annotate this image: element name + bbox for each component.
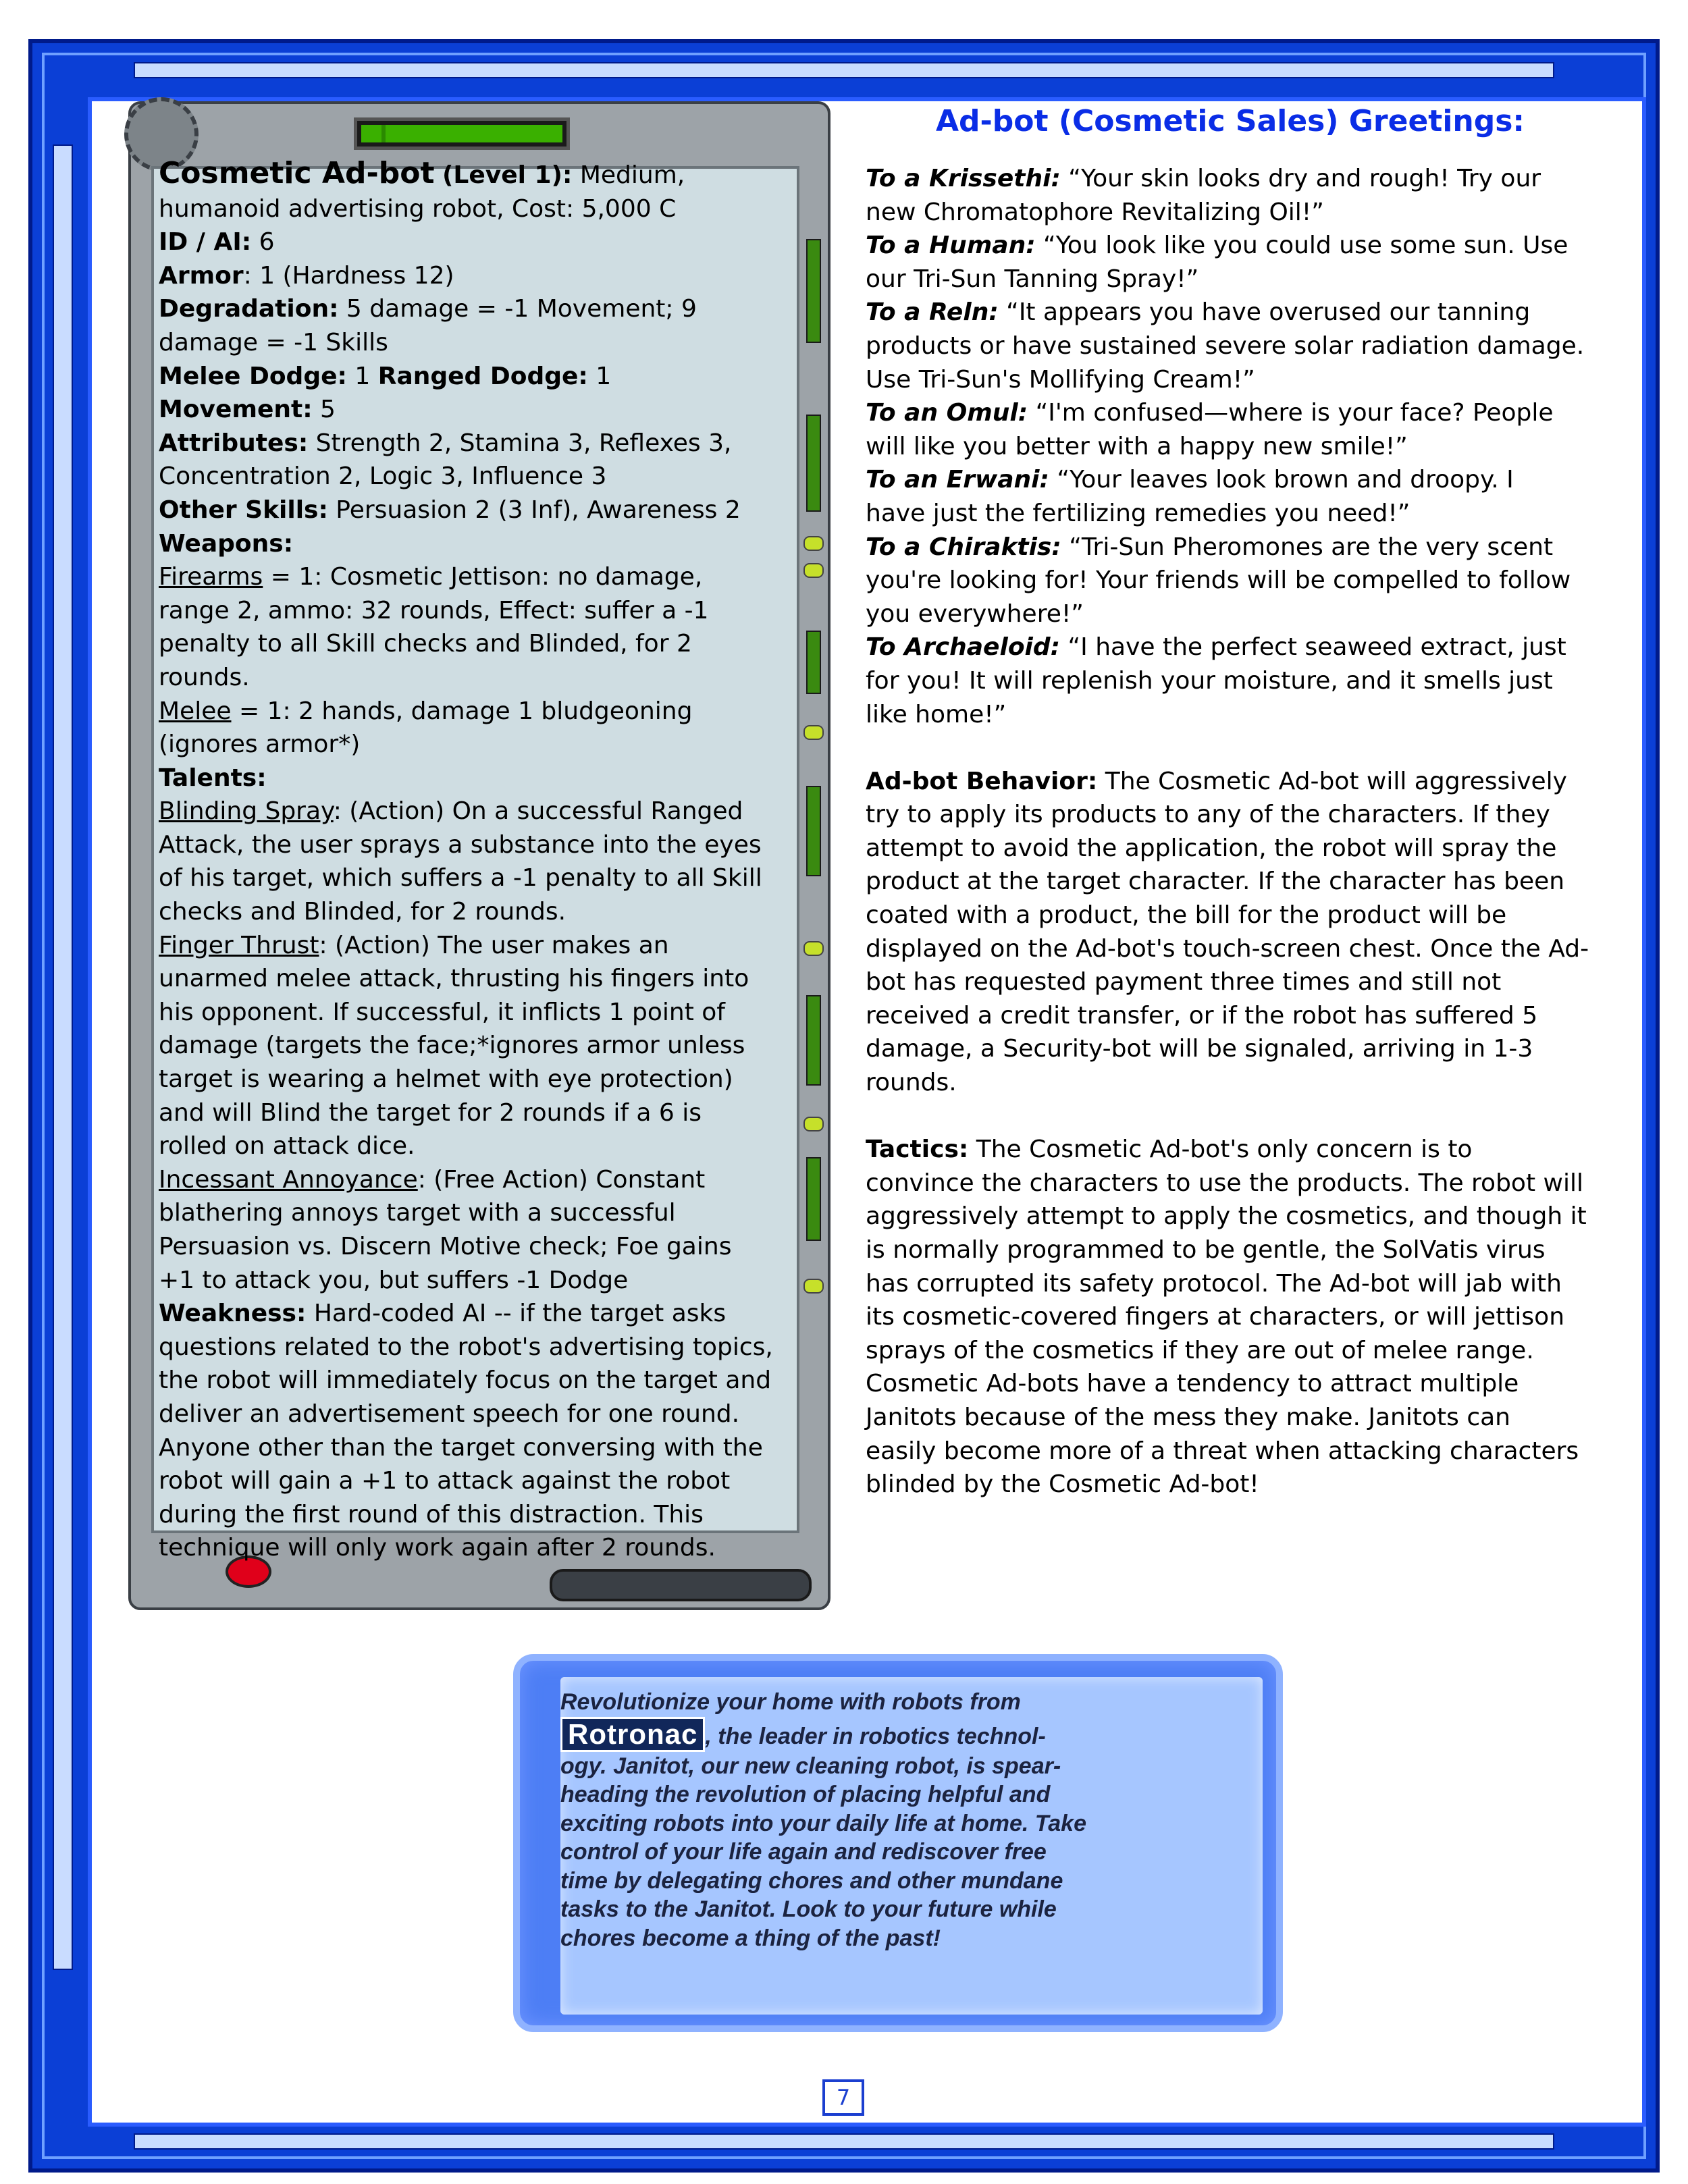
lcd-display bbox=[354, 117, 570, 150]
greeting-race: To Archaeloid: bbox=[866, 633, 1061, 662]
stat-line: +1 to attack you, but suffers -1 Dodge bbox=[159, 1266, 629, 1294]
stat-line: penalty to all Skill checks and Blinded, for 2 bbox=[159, 630, 692, 658]
stat-line bbox=[159, 762, 780, 795]
behavior-line: bot has requested payment three times and still not bbox=[866, 968, 1502, 996]
greeting-line: “Your leaves look brown and droopy. I bbox=[1049, 466, 1514, 494]
stat-line bbox=[159, 292, 780, 326]
tactics-line: aggressively attempt to apply the cosmetics, and though it bbox=[866, 1202, 1587, 1231]
paragraph-gap bbox=[866, 1100, 1595, 1134]
greeting-line: “I'm confused—where is your face? People bbox=[1028, 399, 1554, 427]
stat-line bbox=[159, 360, 780, 394]
stat-value: 1 bbox=[587, 362, 612, 390]
tactics-label: Tactics: bbox=[866, 1136, 969, 1164]
stat-value: Strength 2, Stamina 3, Reflexes 3, bbox=[308, 429, 732, 457]
creature-name: Cosmetic Ad-bot bbox=[159, 156, 435, 190]
stat-line bbox=[159, 1163, 780, 1197]
greeting-line: like home!” bbox=[866, 700, 1007, 728]
stat-value: : (Action) On a successful Ranged bbox=[333, 797, 743, 826]
stat-line: target is wearing a helmet with eye protection) bbox=[159, 1065, 733, 1094]
advertisement-text bbox=[560, 1688, 1195, 1952]
tactics-line: is normally programmed to be gentle, the SolVatis virus bbox=[866, 1236, 1546, 1264]
greeting-race: To a Reln: bbox=[866, 298, 999, 327]
stat-label: Degradation: bbox=[159, 295, 339, 323]
greeting-race: To a Human: bbox=[866, 232, 1036, 260]
stat-line: (ignores armor*) bbox=[159, 730, 361, 759]
page-number: 7 bbox=[822, 2079, 864, 2116]
tactics-line: blinded by the Cosmetic Ad-bot! bbox=[866, 1470, 1259, 1499]
capacitor-decoration bbox=[803, 941, 824, 956]
stat-line: rolled on attack dice. bbox=[159, 1132, 415, 1161]
stat-label: Melee Dodge: bbox=[159, 362, 347, 390]
stat-label: Armor bbox=[159, 261, 244, 290]
weapon-name: Melee bbox=[159, 697, 232, 725]
connector-bar-decoration bbox=[550, 1569, 812, 1601]
circuit-chip-decoration bbox=[806, 415, 821, 512]
right-column bbox=[866, 101, 1595, 1501]
stat-value: 5 bbox=[312, 396, 336, 424]
capacitor-decoration bbox=[803, 1117, 824, 1131]
frame-circuit-top bbox=[134, 62, 1554, 78]
stat-line: range 2, ammo: 32 rounds, Effect: suffer a -1 bbox=[159, 596, 709, 624]
behavior-line: product at the target character. If the character has been bbox=[866, 868, 1565, 896]
stat-line: robot will gain a +1 to attack against the robot bbox=[159, 1467, 731, 1495]
ad-line: Revolutionize your home with robots from bbox=[560, 1689, 1021, 1715]
talent-name: Incessant Annoyance bbox=[159, 1165, 418, 1194]
tactics-section bbox=[866, 1133, 1595, 1501]
behavior-section bbox=[866, 765, 1595, 1100]
greeting-line: Use Tri-Sun's Mollifying Cream!” bbox=[866, 365, 1255, 394]
frame-circuit-left bbox=[53, 144, 73, 1970]
stat-line: damage (targets the face;*ignores armor unless bbox=[159, 1032, 745, 1060]
stat-label: Weapons: bbox=[159, 529, 294, 558]
stat-line: of his target, which suffers a -1 penalty to all Skill bbox=[159, 864, 762, 893]
behavior-line: attempt to avoid the application, the robot will spray the bbox=[866, 834, 1557, 862]
behavior-line: damage, a Security-bot will be signaled, arriving in 1-3 bbox=[866, 1035, 1533, 1063]
stat-label: Talents: bbox=[159, 764, 267, 792]
stat-line bbox=[159, 157, 780, 192]
stat-value: : (Action) The user makes an bbox=[319, 931, 669, 959]
greeting-item bbox=[866, 631, 1595, 731]
behavior-line: rounds. bbox=[866, 1069, 957, 1097]
stat-line: the robot will immediately focus on the target and bbox=[159, 1366, 772, 1395]
stat-label: Weakness: bbox=[159, 1300, 307, 1328]
behavior-line: received a credit transfer, or if the robot has suffered 5 bbox=[866, 1001, 1538, 1030]
behavior-label: Ad-bot Behavior: bbox=[866, 767, 1098, 795]
stat-label: ID / AI: bbox=[159, 228, 252, 257]
greeting-race: To a Krissethi: bbox=[866, 165, 1061, 192]
tactics-line: Cosmetic Ad-bots have a tendency to attract multiple bbox=[866, 1370, 1519, 1398]
greeting-line: you're looking for! Your friends will be compelled to follow bbox=[866, 566, 1571, 595]
stat-line: Persuasion vs. Discern Motive check; Foe gains bbox=[159, 1233, 732, 1260]
tactics-line: sprays of the cosmetics if they are out of melee range. bbox=[866, 1336, 1534, 1364]
stat-line: checks and Blinded, for 2 rounds. bbox=[159, 898, 566, 926]
ad-line-rest: , the leader in robotics technol- bbox=[705, 1723, 1046, 1749]
greeting-line: “It appears you have overused our tanning bbox=[998, 298, 1531, 327]
greeting-line: our Tri-Sun Tanning Spray!” bbox=[866, 265, 1199, 293]
stat-line: his opponent. If successful, it inflicts 1 point of bbox=[159, 998, 725, 1026]
stat-line: Attack, the user sprays a substance into the eyes bbox=[159, 830, 762, 859]
ad-line: tasks to the Janitot. Look to your future while bbox=[560, 1896, 1057, 1922]
stat-line bbox=[159, 695, 780, 728]
paragraph-gap bbox=[866, 731, 1595, 765]
stat-line: Concentration 2, Logic 3, Influence 3 bbox=[159, 462, 607, 491]
greeting-line: products or have sustained severe solar radiation damage. bbox=[866, 331, 1585, 360]
greeting-item bbox=[866, 531, 1595, 631]
stat-value: Hard-coded AI -- if the target asks bbox=[306, 1300, 727, 1328]
creature-size: Medium, bbox=[572, 161, 685, 189]
stat-line: questions related to the robot's advertising topics, bbox=[159, 1333, 773, 1361]
stat-line: technique will only work again after 2 rounds. bbox=[159, 1534, 716, 1562]
stat-line: and will Blind the target for 2 rounds if a 6 is bbox=[159, 1098, 702, 1127]
greeting-item bbox=[866, 162, 1595, 229]
stat-value: 5 damage = -1 Movement; 9 bbox=[338, 295, 697, 323]
greeting-item bbox=[866, 396, 1595, 463]
greeting-line: have just the fertilizing remedies you need!” bbox=[866, 499, 1410, 527]
circuit-chip-decoration bbox=[806, 786, 821, 876]
capacitor-decoration bbox=[803, 1279, 824, 1294]
greeting-race: To an Omul: bbox=[866, 399, 1028, 427]
stat-label: Ranged Dodge: bbox=[377, 362, 588, 390]
stat-line bbox=[159, 929, 780, 963]
ad-line: time by delegating chores and other mundane bbox=[560, 1867, 1063, 1894]
greeting-line: will like you better with a happy new smile!” bbox=[866, 432, 1408, 460]
capacitor-decoration bbox=[803, 536, 824, 551]
stat-line bbox=[159, 393, 780, 427]
ad-line: exciting robots into your daily life at home. Take bbox=[560, 1810, 1086, 1836]
behavior-line: try to apply its products to any of the characters. If they bbox=[866, 801, 1550, 829]
stat-line bbox=[159, 1297, 780, 1331]
stat-line: Anyone other than the target conversing with the bbox=[159, 1433, 763, 1462]
stat-value: 6 bbox=[251, 228, 275, 257]
greeting-line: “You look like you could use some sun. Use bbox=[1035, 232, 1568, 260]
greeting-item bbox=[866, 229, 1595, 296]
greeting-line: for you! It will replenish your moisture, and it smells just bbox=[866, 666, 1553, 695]
stat-line bbox=[159, 225, 780, 259]
talent-name: Blinding Spray bbox=[159, 797, 334, 826]
behavior-line: coated with a product, the bill for the product will be bbox=[866, 901, 1507, 930]
greeting-line: “I have the perfect seaweed extract, just bbox=[1060, 633, 1566, 662]
stat-line bbox=[159, 259, 780, 293]
stat-value: 1 bbox=[346, 362, 378, 390]
greeting-race: To an Erwani: bbox=[866, 466, 1049, 494]
ad-line: chores become a thing of the past! bbox=[560, 1925, 941, 1951]
greeting-race: To a Chiraktis: bbox=[866, 533, 1061, 561]
ad-line: ogy. Janitot, our new cleaning robot, is spear- bbox=[560, 1753, 1061, 1779]
talent-name: Finger Thrust bbox=[159, 931, 319, 959]
stat-line bbox=[159, 494, 780, 527]
circuit-chip-decoration bbox=[806, 995, 821, 1086]
stat-label: Attributes: bbox=[159, 429, 309, 457]
stat-label: Movement: bbox=[159, 396, 313, 424]
stat-block-text bbox=[159, 157, 780, 1565]
stat-line bbox=[159, 795, 780, 828]
stat-value: : (Free Action) Constant bbox=[417, 1165, 706, 1194]
behavior-line: The Cosmetic Ad-bot will aggressively bbox=[1097, 767, 1567, 795]
creature-level: (Level 1): bbox=[442, 161, 573, 189]
weapon-name: Firearms bbox=[159, 563, 263, 591]
stat-line: unarmed melee attack, thrusting his fingers into bbox=[159, 965, 749, 993]
ad-line: heading the revolution of placing helpful and bbox=[560, 1782, 1051, 1807]
stat-line: deliver an advertisement speech for one round. bbox=[159, 1400, 740, 1428]
greeting-item bbox=[866, 296, 1595, 396]
rotronac-logo: Rotronac bbox=[560, 1717, 705, 1752]
stat-value: = 1: 2 hands, damage 1 bludgeoning bbox=[231, 697, 693, 725]
greeting-item bbox=[866, 463, 1595, 530]
stat-line: humanoid advertising robot, Cost: 5,000 C bbox=[159, 194, 677, 223]
stat-line bbox=[159, 527, 780, 561]
stat-line: blathering annoys target with a successful bbox=[159, 1199, 676, 1227]
behavior-line: displayed on the Ad-bot's touch-screen chest. Once the Ad- bbox=[866, 934, 1589, 963]
stat-value: Persuasion 2 (3 Inf), Awareness 2 bbox=[327, 496, 741, 524]
circuit-chip-decoration bbox=[806, 239, 821, 343]
greeting-line: “Tri-Sun Pheromones are the very scent bbox=[1061, 533, 1554, 561]
stat-value: = 1: Cosmetic Jettison: no damage, bbox=[263, 563, 703, 591]
tactics-line: easily become more of a threat when attacking characters bbox=[866, 1437, 1579, 1465]
stat-line: during the first round of this distraction. This bbox=[159, 1500, 704, 1528]
tactics-line: its cosmetic-covered fingers at characters, or will jettison bbox=[866, 1303, 1565, 1331]
ad-line bbox=[560, 1717, 1195, 1752]
stat-line: damage = -1 Skills bbox=[159, 328, 388, 356]
circuit-chip-decoration bbox=[806, 631, 821, 694]
capacitor-decoration bbox=[803, 725, 824, 740]
ad-line: control of your life again and rediscover free bbox=[560, 1839, 1047, 1865]
frame-circuit-bottom bbox=[134, 2133, 1554, 2150]
capacitor-decoration bbox=[803, 563, 824, 578]
greeting-line: new Chromatophore Revitalizing Oil!” bbox=[866, 198, 1324, 226]
stat-line bbox=[159, 427, 780, 460]
tactics-line: The Cosmetic Ad-bot's only concern is to bbox=[968, 1136, 1473, 1164]
tactics-line: has corrupted its safety protocol. The Ad-bot will jab with bbox=[866, 1269, 1562, 1298]
greeting-line: “Your skin looks dry and rough! Try our bbox=[1060, 165, 1541, 192]
stat-line: rounds. bbox=[159, 663, 250, 691]
stat-value: : 1 (Hardness 12) bbox=[243, 261, 454, 290]
tactics-line: Janitots because of the mess they make. Janitots can bbox=[866, 1403, 1510, 1431]
stat-label: Other Skills: bbox=[159, 496, 328, 524]
stat-line bbox=[159, 560, 780, 594]
tactics-line: convince the characters to use the products. The robot will bbox=[866, 1169, 1583, 1197]
greeting-line: you everywhere!” bbox=[866, 600, 1084, 628]
circuit-chip-decoration bbox=[806, 1157, 821, 1241]
greetings-heading: Ad-bot (Cosmetic Sales) Greetings: bbox=[935, 104, 1525, 138]
